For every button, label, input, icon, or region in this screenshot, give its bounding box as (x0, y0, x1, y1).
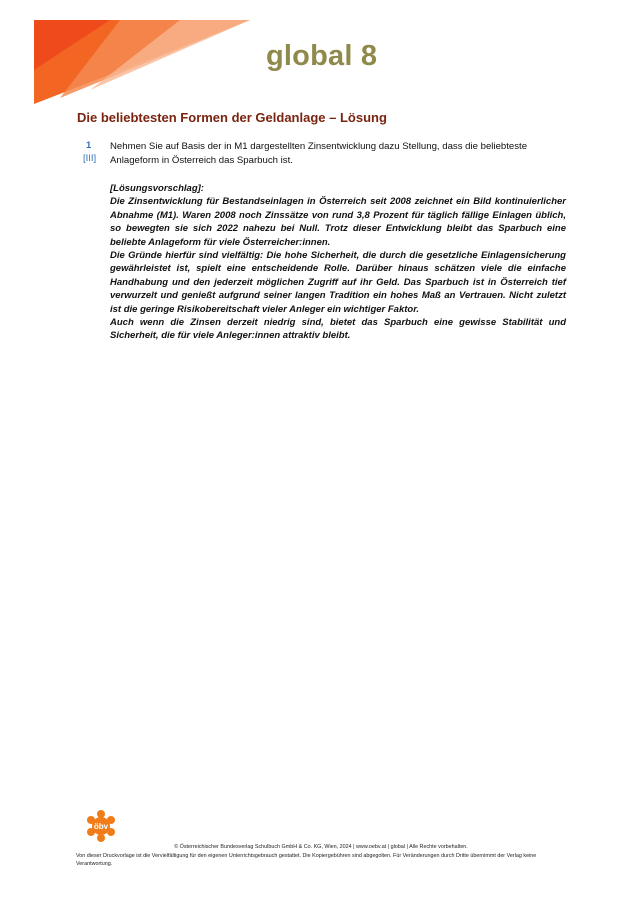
logo-text: öbv (93, 822, 109, 831)
brand-title: global 8 (266, 40, 378, 72)
solution-paragraph-3: Auch wenn die Zinsen derzeit niedrig sind, bietet das Sparbuch eine gewisse Stabilität und Sicherheit, die für viele Anleger:innen attraktiv bleibt. (110, 317, 566, 342)
task-text: Nehmen Sie auf Basis der in M1 dargestellten Zinsentwicklung dazu Stellung, dass die beliebteste Anlageform in Österreich das Sparbuch ist. (110, 141, 528, 166)
solution-block (110, 182, 566, 343)
task-number: 1 (86, 140, 92, 151)
page-title: Die beliebtesten Formen der Geldanlage – Lösung (77, 110, 387, 125)
task-level: [III] (83, 153, 97, 164)
oebv-logo-icon (85, 810, 117, 842)
solution-label: [Lösungsvorschlag]: (110, 183, 204, 194)
footer-disclaimer: Von dieser Druckvorlage ist die Vervielfältigung für den eigenen Unterrichtsgebrauch gestattet. Die Kopiergebühren sind abgegolten. Für Veränderungen durch Dritte übernimmt der Verlag keine Verantwortung. (76, 852, 537, 867)
footer (76, 843, 566, 869)
solution-paragraph-2: Die Gründe hierfür sind vielfältig: Die hohe Sicherheit, die durch die gesetzliche Einlagensicherung gewährleistet ist, spielt eine entscheidende Rolle. Darüber hinaus schätzen viele die einfache Handhabung und den jederzeit möglichen Zugriff auf ihr Geld. Das Sparbuch ist in Österreich tief verwurzelt und genießt aufgrund seiner langen Tradition ein hohes Maß an Vertrauen. Nicht zuletzt ist die geringe Risikobereitschaft vieler Anleger ein wichtiger Faktor. (110, 250, 566, 315)
corner-decoration (0, 0, 260, 110)
solution-paragraph-1: Die Zinsentwicklung für Bestandseinlagen in Österreich seit 2008 zeichnet ein Bild kontinuierlicher Abnahme (M1). Waren 2008 noch Zinssätze von rund 3,8 Prozent für täglich fällige Einlagen üblich, so bewegten sie sich 2022 nahezu bei Null. Trotz dieser Entwicklung bleibt das Sparbuch eine beliebte Anlageform für viele Österreicher:innen. (110, 196, 566, 248)
footer-copyright: © Österreichischer Bundesverlag Schulbuch GmbH & Co. KG, Wien, 2024 | www.oebv.at | global | Alle Rechte vorbehalten. (174, 844, 468, 850)
